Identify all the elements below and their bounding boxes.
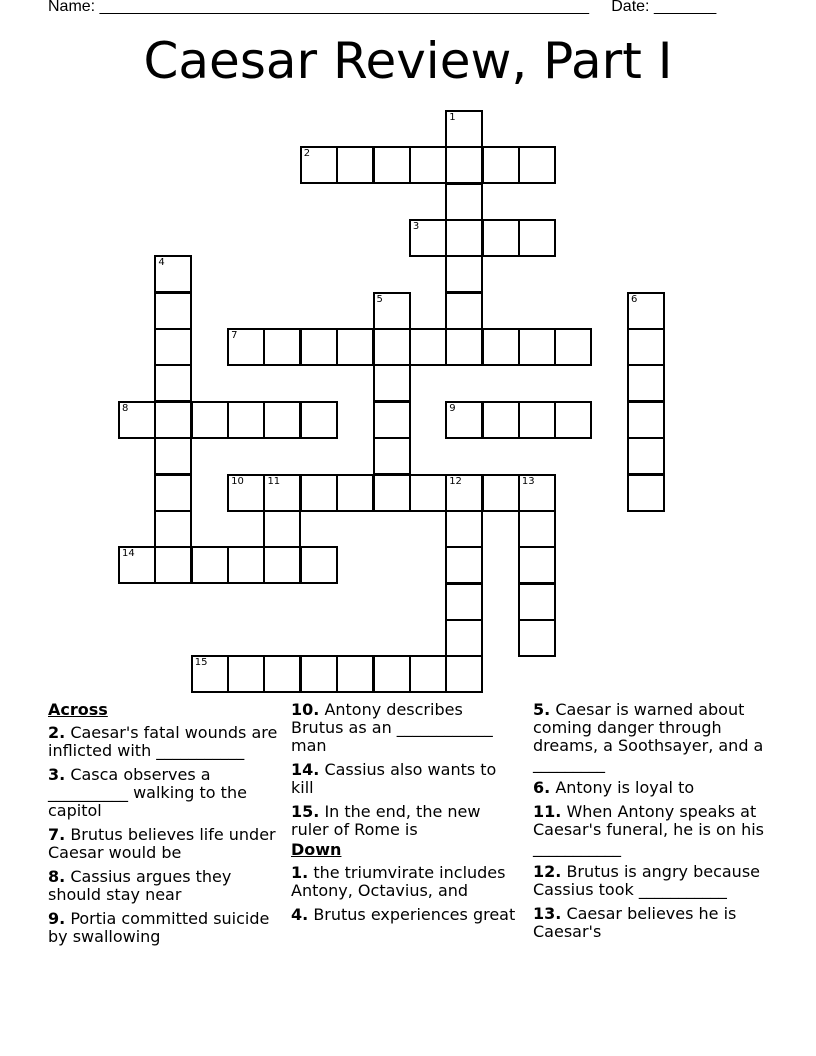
grid-cell[interactable]: [300, 401, 338, 439]
cell-number: 14: [122, 548, 135, 560]
clues-column-2: [291, 701, 519, 930]
grid-cell[interactable]: [482, 401, 520, 439]
grid-cell[interactable]: [445, 583, 483, 621]
down-clue: 11. When Antony speaks at Caesar's funeral, he is on his ___________: [533, 802, 764, 857]
grid-cell[interactable]: [300, 146, 338, 184]
across-clue: 7. Brutus believes life under Caesar would be: [48, 825, 276, 862]
date-blank: _______: [653, 0, 717, 15]
grid-cell[interactable]: [518, 510, 556, 548]
cell-number: 13: [521, 475, 535, 487]
grid-cell[interactable]: [154, 401, 192, 439]
grid-cell[interactable]: [627, 401, 665, 439]
grid-cell[interactable]: [300, 474, 338, 512]
grid-cell[interactable]: [445, 146, 483, 184]
grid-cell[interactable]: [227, 474, 265, 512]
grid-cell[interactable]: [227, 328, 265, 366]
grid-cell[interactable]: [373, 437, 411, 475]
grid-cell[interactable]: [154, 437, 192, 475]
grid-cell[interactable]: [445, 183, 483, 221]
grid-cell[interactable]: [118, 401, 156, 439]
grid-cell[interactable]: [445, 292, 483, 330]
grid-cell[interactable]: [300, 546, 338, 584]
grid-cell[interactable]: [518, 401, 556, 439]
across-clue: 10. Antony describes Brutus as an ____________ man: [291, 700, 493, 755]
down-clue: 1. the triumvirate includes Antony, Octavius, and: [291, 863, 506, 900]
cell-number: 9: [449, 402, 456, 414]
grid-cell[interactable]: [445, 510, 483, 548]
across-clue: 2. Caesar's fatal wounds are inflicted with ___________: [48, 723, 278, 760]
down-heading: Down: [291, 840, 342, 859]
down-clue: 6. Antony is loyal to: [533, 778, 695, 797]
grid-cell[interactable]: [154, 364, 192, 402]
grid-cell[interactable]: [518, 146, 556, 184]
grid-cell[interactable]: [518, 328, 556, 366]
grid-cell[interactable]: [154, 255, 192, 293]
grid-cell[interactable]: [191, 401, 229, 439]
grid-cell[interactable]: [227, 655, 265, 693]
grid-cell[interactable]: [263, 474, 301, 512]
down-clue: 12. Brutus is angry because Cassius took ___________: [533, 862, 760, 899]
grid-cell[interactable]: [627, 364, 665, 402]
grid-cell[interactable]: [482, 328, 520, 366]
grid-cell[interactable]: [518, 546, 556, 584]
grid-cell[interactable]: [263, 546, 301, 584]
date-label: Date:: [611, 0, 650, 15]
cell-number: 7: [231, 330, 238, 342]
grid-cell[interactable]: [518, 619, 556, 657]
grid-cell[interactable]: [445, 546, 483, 584]
grid-cell[interactable]: [154, 510, 192, 548]
grid-cell[interactable]: [554, 328, 592, 366]
grid-cell[interactable]: [482, 474, 520, 512]
grid-cell[interactable]: [373, 146, 411, 184]
cell-number: 6: [630, 293, 638, 305]
grid-cell[interactable]: [554, 401, 592, 439]
grid-cell[interactable]: [627, 328, 665, 366]
grid-cell[interactable]: [445, 619, 483, 657]
grid-cell[interactable]: [445, 328, 483, 366]
across-clue: 14. Cassius also wants to kill: [291, 760, 497, 797]
grid-cell[interactable]: [336, 655, 374, 693]
grid-cell[interactable]: [627, 292, 665, 330]
grid-cell[interactable]: [191, 546, 229, 584]
grid-cell[interactable]: [300, 655, 338, 693]
down-clue: 13. Caesar believes he is Caesar's: [533, 904, 737, 941]
grid-cell[interactable]: [445, 219, 483, 257]
grid-cell[interactable]: [445, 110, 483, 148]
grid-cell[interactable]: [445, 474, 483, 512]
cell-number: 2: [303, 148, 311, 160]
across-clue: 3. Casca observes a __________ walking to the capitol: [48, 765, 247, 820]
grid-cell[interactable]: [154, 328, 192, 366]
page-title: Caesar Review, Part I: [143, 32, 673, 90]
cell-number: 8: [122, 402, 129, 414]
cell-number: 3: [412, 221, 420, 233]
grid-cell[interactable]: [154, 292, 192, 330]
cell-number: 15: [194, 657, 208, 669]
cell-number: 4: [158, 257, 165, 269]
grid-cell[interactable]: [227, 546, 265, 584]
grid-cell[interactable]: [627, 437, 665, 475]
grid-cell[interactable]: [627, 474, 665, 512]
grid-cell[interactable]: [409, 219, 447, 257]
across-clue: 9. Portia committed suicide by swallowing: [48, 909, 270, 946]
across-clue: 8. Cassius argues they should stay near: [48, 867, 232, 904]
grid-cell[interactable]: [409, 146, 447, 184]
grid-cell[interactable]: [445, 655, 483, 693]
cell-number: 5: [376, 293, 383, 305]
grid-cell[interactable]: [409, 328, 447, 366]
grid-cell[interactable]: [518, 219, 556, 257]
name-label: Name:: [48, 0, 96, 15]
grid-cell[interactable]: [482, 146, 520, 184]
grid-cell[interactable]: [518, 474, 556, 512]
name-blank: _______________________________________________________: [99, 0, 589, 15]
grid-cell[interactable]: [518, 583, 556, 621]
grid-cell[interactable]: [445, 255, 483, 293]
grid-cell[interactable]: [373, 328, 411, 366]
grid-cell[interactable]: [263, 401, 301, 439]
grid-cell[interactable]: [154, 474, 192, 512]
grid-cell[interactable]: [409, 655, 447, 693]
grid-cell[interactable]: [191, 655, 229, 693]
grid-cell[interactable]: [336, 146, 374, 184]
grid-cell[interactable]: [373, 401, 411, 439]
across-heading: Across: [48, 700, 108, 719]
grid-cell[interactable]: [336, 328, 374, 366]
grid-cell[interactable]: [227, 401, 265, 439]
cell-number: 11: [267, 475, 281, 487]
grid-cell[interactable]: [409, 474, 447, 512]
grid-cell[interactable]: [373, 655, 411, 693]
grid-cell[interactable]: [336, 474, 374, 512]
down-clue: 4. Brutus experiences great: [291, 905, 516, 924]
grid-cell[interactable]: [445, 401, 483, 439]
grid-cell[interactable]: [263, 328, 301, 366]
grid-cell[interactable]: [482, 219, 520, 257]
grid-cell[interactable]: [263, 510, 301, 548]
grid-cell[interactable]: [373, 364, 411, 402]
grid-cell[interactable]: [300, 328, 338, 366]
cell-number: 10: [231, 475, 244, 487]
cell-number: 12: [449, 475, 462, 487]
grid-cell[interactable]: [373, 474, 411, 512]
clues-column-3: [533, 701, 773, 947]
clues-column-1: [48, 701, 278, 952]
across-clue: 15. In the end, the new ruler of Rome is: [291, 802, 481, 839]
cell-number: 1: [449, 112, 456, 123]
grid-cell[interactable]: [154, 546, 192, 584]
grid-cell[interactable]: [118, 546, 156, 584]
grid-cell[interactable]: [373, 292, 411, 330]
down-clue: 5. Caesar is warned about coming danger through dreams, a Soothsayer, and a _________: [533, 700, 764, 773]
grid-cell[interactable]: [263, 655, 301, 693]
